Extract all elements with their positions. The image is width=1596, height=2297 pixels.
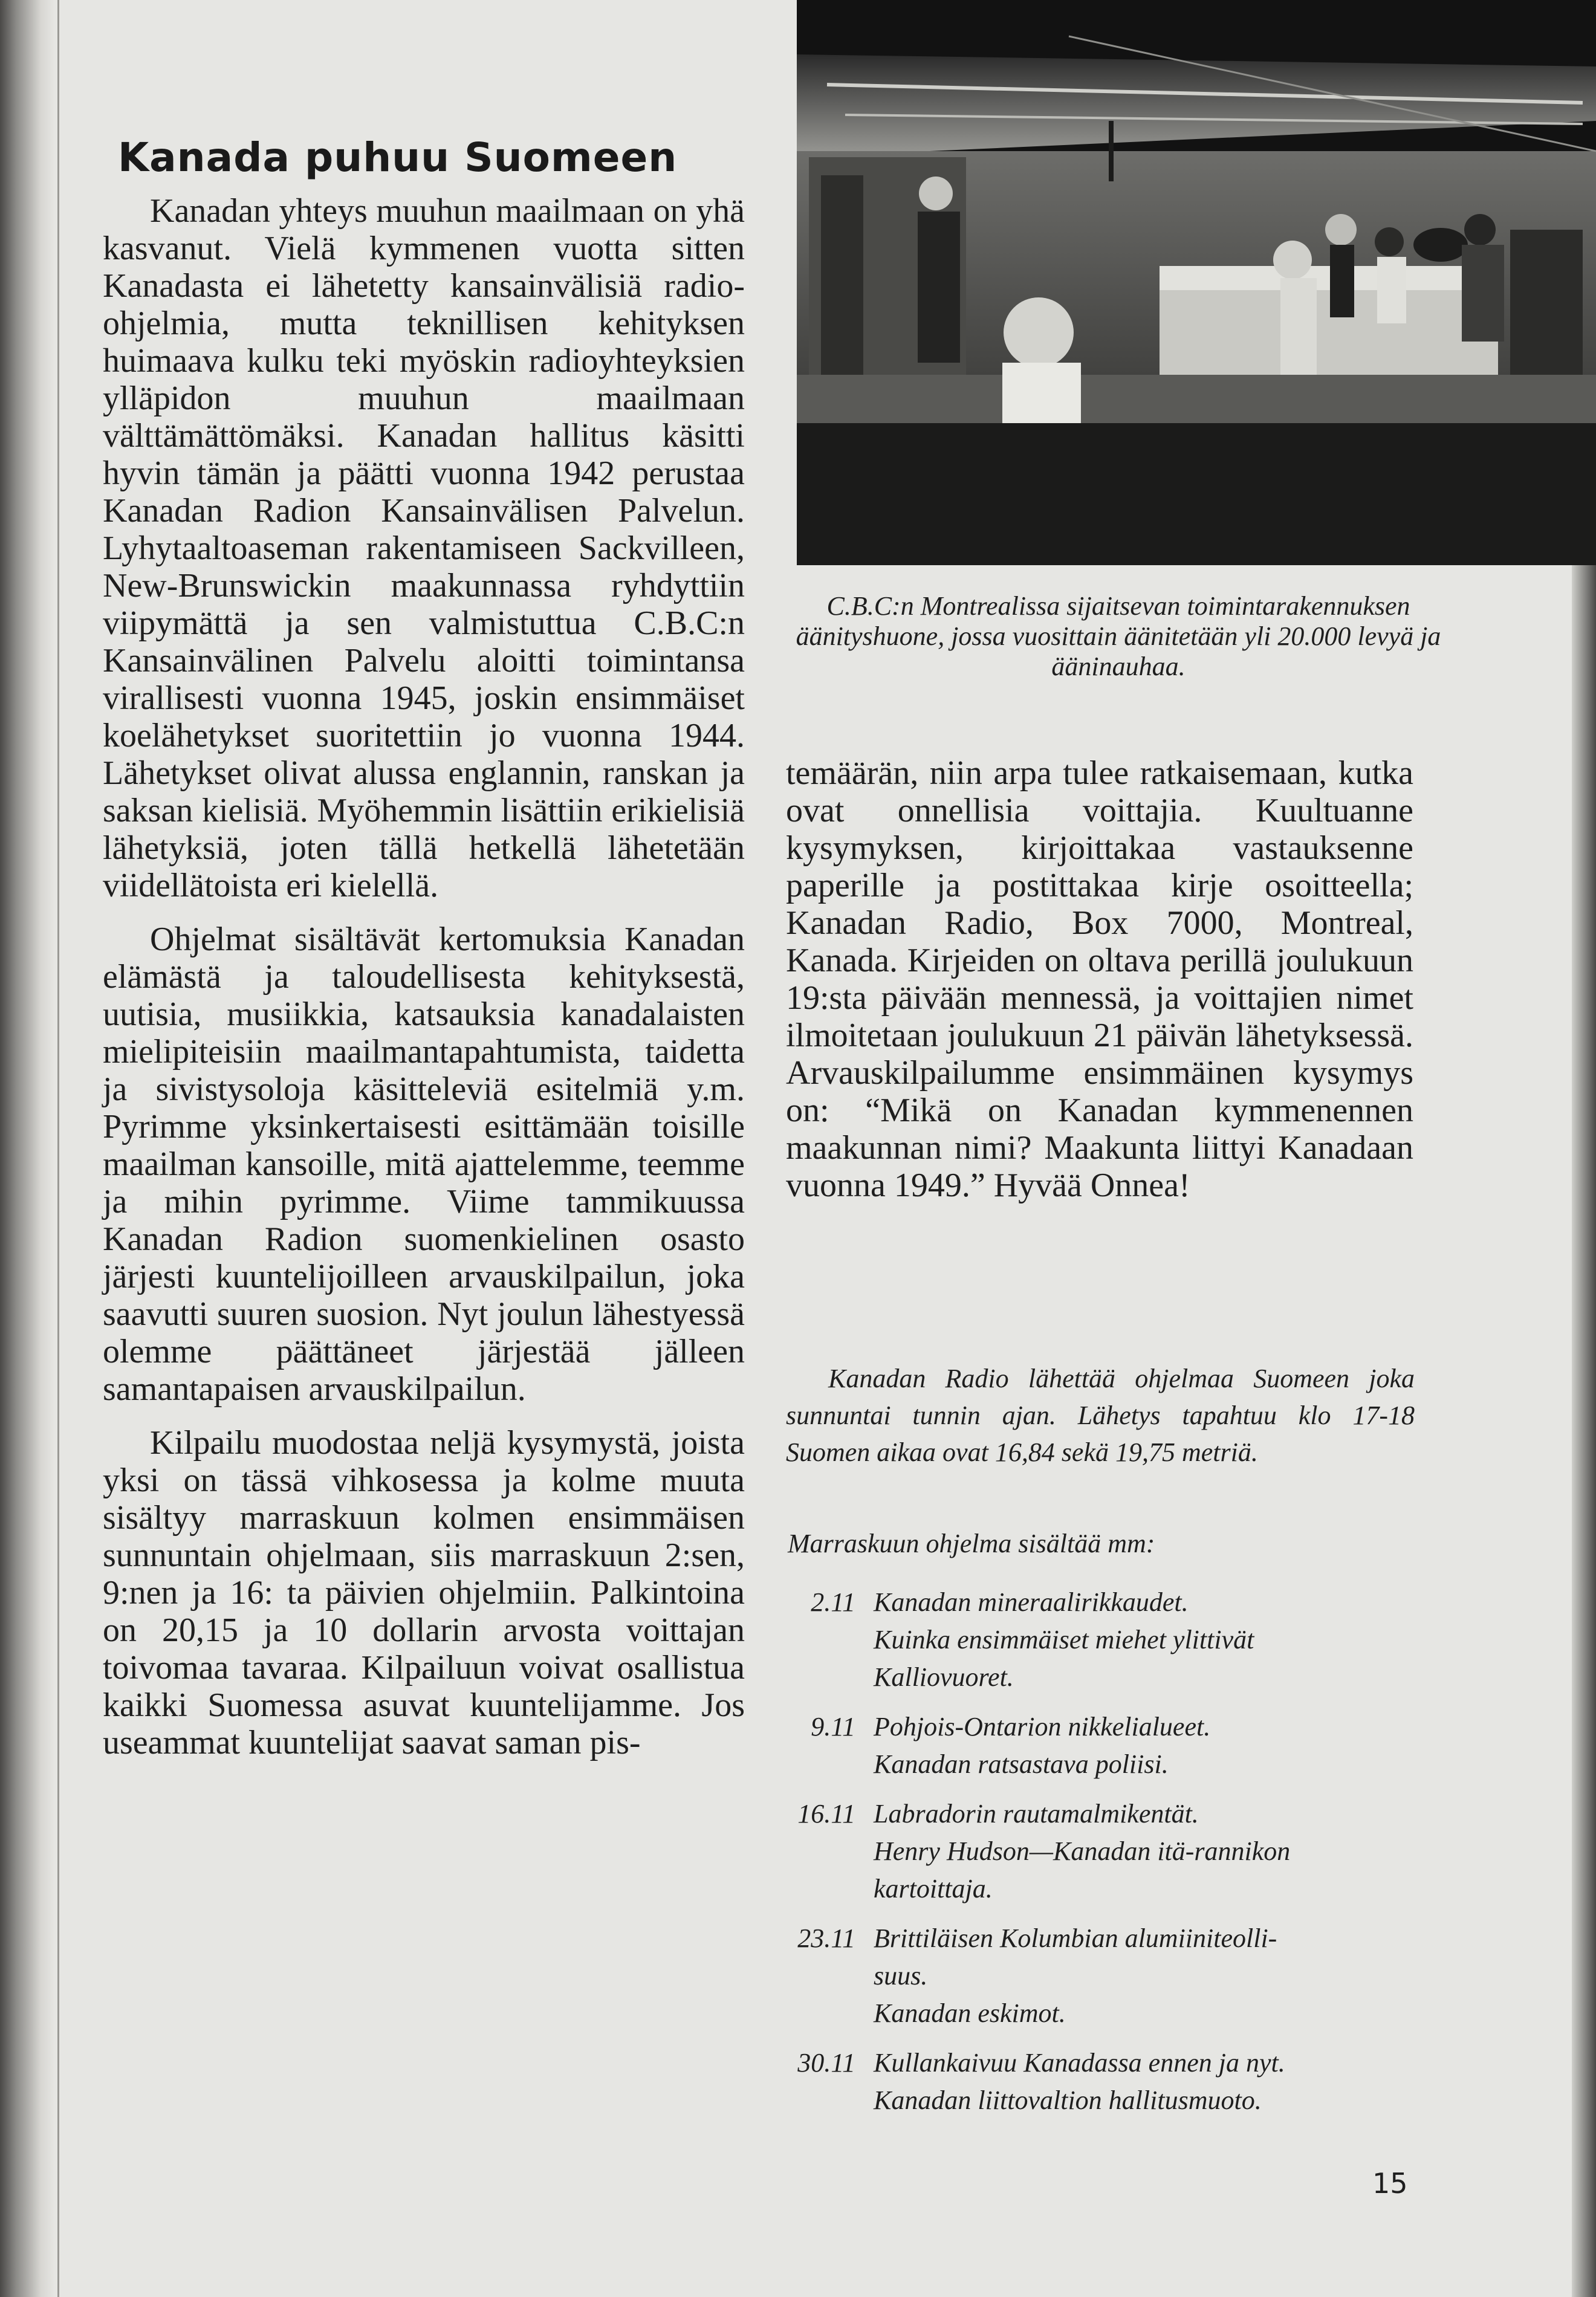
program-topic: kartoittaja.	[874, 1874, 993, 1903]
program-topic: Kanadan mineraalirikkaudet.	[874, 1587, 1189, 1617]
program-date: 30.11	[797, 2048, 855, 2078]
program-topic: Kanadan eskimot.	[874, 1998, 1066, 2028]
program-topic: Kanadan liittovaltion hallitusmuoto.	[874, 2085, 1262, 2115]
program-date: 2.11	[811, 1587, 855, 1617]
article-title: Kanada puhuu Suomeen	[118, 134, 678, 181]
paragraph-continued: temäärän, niin arpa tulee ratkaisemaan, kutka ovat onnellisia voittajia. Kuultuanne kysymyksen, kirjoittakaa vastauksenne paperille ja postittakaa kirje osoitteella; Kanadan Radio, Box 7000, Montreal, Kanada. Kirjeiden on oltava perillä joulukuun 19:sta päivään mennessä, ja voittajien nimet ilmoitetaan joulukuun 21 päivän lähetyksessä. Arvauskilpailumme ensimmäinen kysymys on: “Mikä on Kanadan kymmenennen maakunnan nimi? Maakunta liittyi Kanadaan vuonna 1949.” Hyvää Onnea!	[786, 754, 1413, 1204]
program-date: 16.11	[797, 1799, 855, 1829]
program-topic: Kullankaivuu Kanadassa ennen ja nyt.	[874, 2048, 1285, 2078]
program-topic: Kalliovuoret.	[874, 1662, 1014, 1692]
program-entry	[780, 1920, 1433, 2032]
program-topic: Kuinka ensimmäiset miehet ylittivät	[874, 1625, 1254, 1654]
program-topic: Labradorin rautamalmikentät.	[874, 1799, 1199, 1829]
program-list	[780, 1584, 1433, 2131]
program-topic: Brittiläisen Kolumbian alumiiniteolli-	[874, 1923, 1277, 1953]
recording-room-photo	[797, 0, 1596, 565]
photo-caption: C.B.C:n Montrealissa sijaitsevan toimintarakennuksen äänityshuone, jossa vuosittain äänitetään yli 20.000 levyä ja ääninauhaa.	[796, 591, 1441, 681]
paragraph-2: Ohjelmat sisältävät kertomuksia Kanadan elämästä ja taloudellisesta kehityksestä, uutisia, musiikkia, katsauksia kanadalaisten mielipiteisiin maailmantapahtumista, taidetta ja sivistysoloja käsitteleviä esitelmiä y.m. Pyrimme yksinkertaisesti esittämään toisille maailman kansoille, mitä ajattelemme, teemme ja mihin pyrimme. Viime tammikuussa Kanadan Radion suomenkielinen osasto järjesti kuuntelijoilleen arvauskilpailun, joka saavutti suuren suosion. Nyt joulun lähestyessä olemme päättäneet järjestää jälleen samantapaisen arvauskilpailun.	[103, 921, 745, 1408]
program-entry	[780, 1708, 1433, 1783]
book-spine	[0, 0, 54, 2297]
program-entry	[780, 2044, 1433, 2119]
spine-fold-line	[57, 0, 59, 2297]
program-topic: Pohjois-Ontarion nikkelialueet.	[874, 1712, 1211, 1741]
program-topic: suus.	[874, 1961, 928, 1991]
program-topic: Henry Hudson—Kanadan itä-rannikon	[874, 1836, 1291, 1866]
paragraph-3: Kilpailu muodostaa neljä kysymystä, joista yksi on tässä vihkosessa ja kolme muuta sisältyy marraskuun kolmen ensimmäisen sunnuntain ohjelmaan, siis marraskuun 2:sen, 9:nen ja 16: ta päivien ohjelmiin. Palkintoina on 20,15 ja 10 dollarin arvosta voittajan toivomaa tavaraa. Kilpailuun voivat osallistua kaikki Suomessa asuvat kuuntelijamme. Jos useammat kuuntelijat saavat saman pis-	[103, 1424, 745, 1761]
paragraph-1: Kanadan yhteys muuhun maailmaan on yhä kasvanut. Vielä kymmenen vuotta sitten Kanadasta ei lähetetty kansainvälisiä radio-ohjelmia, mutta teknillisen kehityksen huimaava kulku teki myöskin radioyhteyksien ylläpidon muuhun maailmaan välttämättömäksi. Kanadan hallitus käsitti hyvin tämän ja päätti vuonna 1942 perustaa Kanadan Radion Kansainvälisen Palvelun. Lyhytaaltoaseman rakentamiseen Sackvilleen, New-Brunswickin maakunnassa ryhdyttiin viipymättä ja sen valmistuttua C.B.C:n Kansainvälinen Palvelu aloitti toimintansa virallisesti vuonna 1945, joskin ensimmäiset koelähetykset suoritettiin jo vuonna 1944. Lähetykset olivat alussa englannin, ranskan ja saksan kielisiä. Myöhemmin lisättiin erikielisiä lähetyksiä, joten tällä hetkellä lähetetään viidellätoista eri kielellä.	[103, 192, 745, 904]
page-number: 15	[1372, 2167, 1408, 2200]
program-entry	[780, 1584, 1433, 1696]
program-entry	[780, 1795, 1433, 1908]
program-topic: Kanadan ratsastava poliisi.	[874, 1749, 1169, 1779]
broadcast-notice: Kanadan Radio lähettää ohjelmaa Suomeen joka sunnuntai tunnin ajan. Lähetys tapahtuu klo 17-18 Suomen aikaa ovat 16,84 sekä 19,75 metriä.	[786, 1364, 1415, 1467]
photo-illustration	[797, 0, 1596, 565]
program-date: 9.11	[811, 1712, 855, 1741]
program-heading: Marraskuun ohjelma sisältää mm:	[788, 1529, 1155, 1558]
left-column	[103, 192, 745, 1778]
program-date: 23.11	[797, 1923, 855, 1953]
right-column	[786, 754, 1413, 1220]
